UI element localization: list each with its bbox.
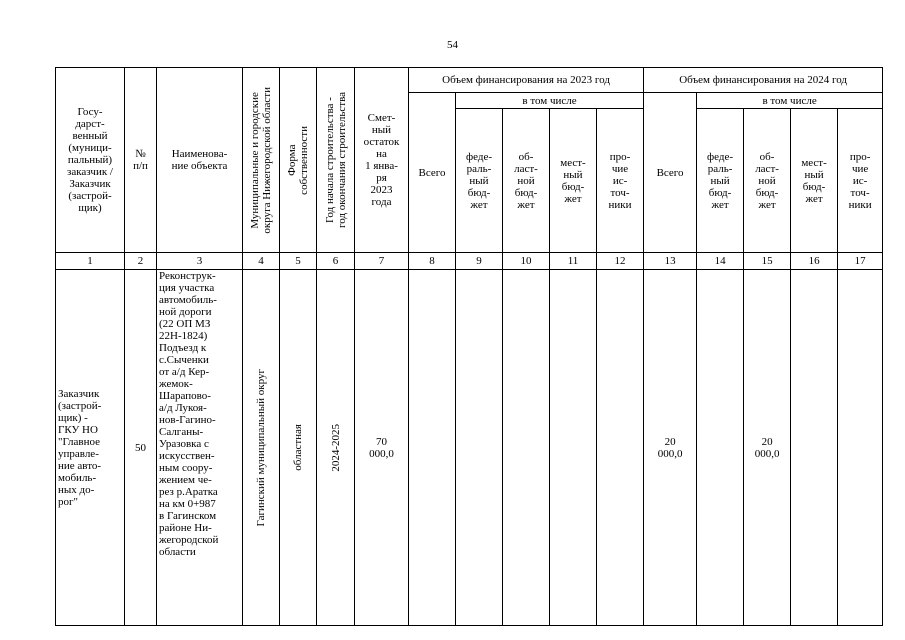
col-num: 2 bbox=[125, 253, 157, 270]
col-num: 12 bbox=[597, 253, 644, 270]
row-municipality: Гагинский муниципальный округ bbox=[243, 270, 280, 626]
col-num: 10 bbox=[503, 253, 550, 270]
row-customer: Заказчик (застрой- щик) - ГКУ НО "Главное управле- ние авто- мобиль- ных до- рог" bbox=[56, 270, 125, 626]
row-local-2024 bbox=[791, 270, 838, 626]
header-customer: Госу- дарст- венный (муници- пальный) заказчик / Заказчик (застрой- щик) bbox=[56, 68, 125, 253]
header-object-name: Наименова- ние объекта bbox=[157, 68, 243, 253]
col-num: 1 bbox=[56, 253, 125, 270]
col-num: 16 bbox=[791, 253, 838, 270]
row-total-2023 bbox=[409, 270, 456, 626]
header-fin-2024: Объем финансирования на 2024 год bbox=[644, 68, 883, 93]
header-years: Год начала строительства - год окончания строительства bbox=[317, 68, 355, 253]
header-federal-2024: феде- раль- ный бюд- жет bbox=[697, 109, 744, 253]
header-local-2023: мест- ный бюд- жет bbox=[550, 109, 597, 253]
col-num: 13 bbox=[644, 253, 697, 270]
row-balance: 70 000,0 bbox=[355, 270, 409, 626]
financing-table bbox=[55, 67, 883, 626]
col-num: 5 bbox=[280, 253, 317, 270]
header-incl-2023: в том числе bbox=[456, 93, 644, 109]
row-total-2024: 20 000,0 bbox=[644, 270, 697, 626]
row-regional-2023 bbox=[503, 270, 550, 626]
header-balance: Смет- ный остаток на 1 янва- ря 2023 года bbox=[355, 68, 409, 253]
header-total-2023: Всего bbox=[409, 93, 456, 253]
row-years: 2024-2025 bbox=[317, 270, 355, 626]
row-federal-2024 bbox=[697, 270, 744, 626]
row-ownership: областная bbox=[280, 270, 317, 626]
col-num: 6 bbox=[317, 253, 355, 270]
col-num: 15 bbox=[744, 253, 791, 270]
row-object-name: Реконструк- ция участка автомобиль- ной дороги (22 ОП МЗ 22Н-1824) Подъезд к с.Сыченки от а/д Кер- жемок- Шарапово- а/д Лукоя- нов-Гагино- Салганы- Уразовка с искусствен- ным соору- жением че- рез р.Аратка на км 0+987 в Гагинском районе Ни- жегородской области bbox=[157, 270, 243, 626]
col-num: 14 bbox=[697, 253, 744, 270]
header-incl-2024: в том числе bbox=[697, 93, 883, 109]
row-num: 50 bbox=[125, 270, 157, 626]
col-num: 8 bbox=[409, 253, 456, 270]
header-local-2024: мест- ный бюд- жет bbox=[791, 109, 838, 253]
header-num: № п/п bbox=[125, 68, 157, 253]
header-regional-2024: об- ласт- ной бюд- жет bbox=[744, 109, 791, 253]
row-other-2023 bbox=[597, 270, 644, 626]
column-number-row bbox=[56, 253, 883, 270]
header-municipality: Муниципальные и городские округа Нижегородской области bbox=[243, 68, 280, 253]
row-federal-2023 bbox=[456, 270, 503, 626]
col-num: 9 bbox=[456, 253, 503, 270]
page-number: 54 bbox=[447, 39, 458, 51]
header-ownership: Форма собственности bbox=[280, 68, 317, 253]
col-num: 4 bbox=[243, 253, 280, 270]
header-federal-2023: феде- раль- ный бюд- жет bbox=[456, 109, 503, 253]
col-num: 7 bbox=[355, 253, 409, 270]
header-other-2024: про- чие ис- точ- ники bbox=[838, 109, 883, 253]
col-num: 17 bbox=[838, 253, 883, 270]
header-row-1 bbox=[56, 68, 883, 93]
header-total-2024: Всего bbox=[644, 93, 697, 253]
row-regional-2024: 20 000,0 bbox=[744, 270, 791, 626]
header-other-2023: про- чие ис- точ- ники bbox=[597, 109, 644, 253]
col-num: 3 bbox=[157, 253, 243, 270]
table-row bbox=[56, 270, 883, 626]
row-other-2024 bbox=[838, 270, 883, 626]
header-fin-2023: Объем финансирования на 2023 год bbox=[409, 68, 644, 93]
header-regional-2023: об- ласт- ной бюд- жет bbox=[503, 109, 550, 253]
col-num: 11 bbox=[550, 253, 597, 270]
row-local-2023 bbox=[550, 270, 597, 626]
